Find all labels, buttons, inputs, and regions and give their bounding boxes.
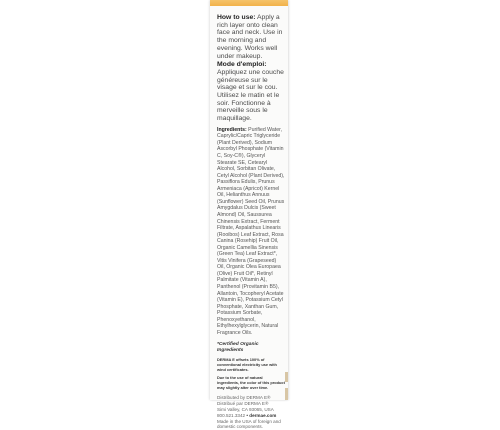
address: Simi Valley, CA 93065, USA xyxy=(217,406,274,412)
mode-emploi-text: Appliquez une couche généreuse sur le visage et sur le cou. Utilisez le matin et le soir. Fonctionne à merveille sous le maquillage. xyxy=(217,68,284,123)
distribue-par: Distribué par DERMA E® xyxy=(217,400,269,406)
contact-line xyxy=(217,413,285,419)
website: • dermae.com xyxy=(246,412,277,418)
distributor-block xyxy=(217,395,285,430)
how-to-use-heading: How to use: xyxy=(217,14,256,21)
edge-color-mark xyxy=(285,372,288,382)
ingredients-text: Purified Water, Caprylic/Capric Triglyceride (Plant Derived), Sodium Ascorbyl Phosphate (Vitamin C, Soy-C®), Glyceryl Stearate SE, Cetearyl Alcohol, Sorbitan Olivate, Cetyl Alcohol (Plant Derived), Passiflora Edulis, Prunus Armeniaca (Apricot) Kernel Oil, Helianthus Annuus (Sunflower) Seed Oil, Prunus Amygdalus Dulcis (Sweet Almond) Oil, Saussurea Chinensis Extract, Ferment Filtrate, Aspalathus Linearis (Rooibos) Leaf Extract, Rosa Canina (Rosehip) Fruit Oil, Organic Camellia Sinensis (Green Tea) Leaf Extract*, Vitis Vinifera (Grapeseed) Oil, Organic Olea Europaea (Olive) Fruit Oil*, Retinyl Palmitate (Vitamin A), Panthenol (Provitamin B5), Allantoin, Tocopheryl Acetate (Vitamin E), Potassium Cetyl Phosphate, Xanthan Gum, Potassium Sorbate, Phenoxyethanol, Ethylhexylglycerin, Natural Fragrance Oils. xyxy=(217,126,285,336)
how-to-use-text: Apply a rich layer onto clean face and neck. Use in the morning and evening. Works well under makeup. xyxy=(217,14,283,60)
made-in-usa: Made in the USA of foreign and domestic components. xyxy=(217,418,281,430)
phone: 800.521.3342 xyxy=(217,412,246,418)
distributed-by: Distributed by DERMA E® xyxy=(217,394,271,400)
edge-color-mark-bottom xyxy=(285,388,288,400)
wind-offset-note: DERMA E offsets 100% of conventional electricity use with wind certificates. xyxy=(217,356,277,372)
mode-emploi-heading: Mode d'emploi: xyxy=(217,61,267,69)
how-to-use xyxy=(217,14,285,60)
certified-organic-note: *Certified Organic Ingredients xyxy=(217,342,259,354)
natural-color-note: Due to the use of natural ingredients, the color of this product may slightly alter over time. xyxy=(217,374,285,390)
ingredients xyxy=(217,127,285,337)
top-color-stripe xyxy=(210,0,288,6)
label-text-panel xyxy=(217,14,285,430)
ingredients-heading: Ingredients: xyxy=(217,126,247,133)
product-box-side-panel xyxy=(210,0,288,430)
